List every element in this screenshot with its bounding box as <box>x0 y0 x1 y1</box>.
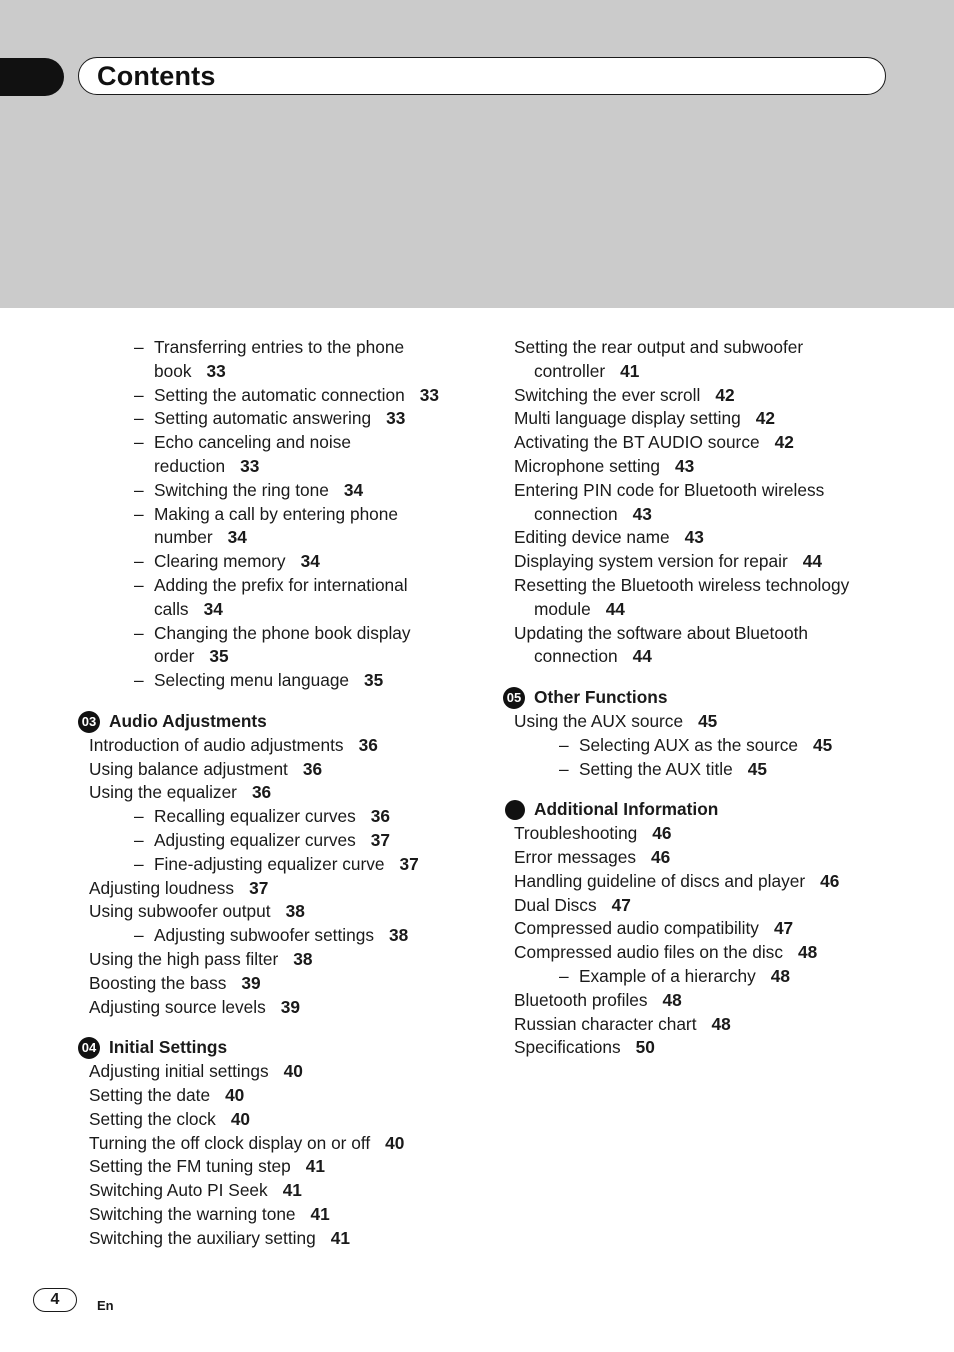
entry-text: Using the high pass filter <box>89 948 279 969</box>
toc-entry[interactable] <box>503 1013 923 1037</box>
page-ref: 42 <box>774 432 794 453</box>
page-ref: 35 <box>364 670 384 691</box>
page-ref: 50 <box>635 1037 655 1058</box>
entry-text: Activating the BT AUDIO source <box>514 432 760 453</box>
toc-subentry[interactable] <box>78 431 478 479</box>
section-heading <box>503 798 923 822</box>
section-title: Initial Settings <box>109 1037 228 1058</box>
entry-text: Adjusting equalizer curves <box>154 829 356 850</box>
dash-bullet: – <box>559 965 569 986</box>
entry-text: Setting the automatic connection <box>154 384 405 405</box>
page-number: 4 <box>50 1291 60 1308</box>
entry-text: Using balance adjustment <box>89 758 288 779</box>
toc-entry[interactable] <box>503 1036 923 1060</box>
toc-entry[interactable] <box>503 336 923 384</box>
page-ref: 48 <box>711 1013 731 1034</box>
toc-entry[interactable] <box>503 917 923 941</box>
entry-text: Selecting menu language <box>154 670 350 691</box>
chapter-number-badge: 03 <box>78 711 100 733</box>
page-ref: 41 <box>620 360 640 381</box>
dash-bullet: – <box>134 670 144 691</box>
toc-left-column <box>78 336 478 1250</box>
dash-bullet: – <box>134 806 144 827</box>
toc-subentry[interactable] <box>78 829 478 853</box>
toc-subentry[interactable] <box>78 574 478 622</box>
page-ref: 43 <box>684 527 704 548</box>
page-ref: 35 <box>209 646 229 667</box>
dash-bullet: – <box>134 574 144 595</box>
page-ref: 41 <box>310 1203 330 1224</box>
page-ref: 47 <box>611 894 631 915</box>
entry-text: controller <box>534 360 606 381</box>
toc-subentry[interactable] <box>78 669 478 693</box>
entry-text: Switching the ever scroll <box>514 384 701 405</box>
entry-text: Setting automatic answering <box>154 408 372 429</box>
entry-text: Adjusting source levels <box>89 996 266 1017</box>
entry-text: Compressed audio files on the disc <box>514 942 783 963</box>
toc-entry[interactable] <box>503 384 923 408</box>
header-band <box>0 0 954 308</box>
page-ref: 36 <box>251 782 272 803</box>
toc-entry[interactable] <box>503 455 923 479</box>
dash-bullet: – <box>134 432 144 453</box>
entry-text: Updating the software about Bluetooth <box>514 622 808 643</box>
entry-text: Recalling equalizer curves <box>154 806 356 827</box>
entry-text: calls <box>154 598 189 619</box>
entry-text: Microphone setting <box>514 455 661 476</box>
entry-text: book <box>154 360 192 381</box>
chapter-number-badge <box>505 800 525 820</box>
entry-text: Using subwoofer output <box>89 901 271 922</box>
entry-text: Boosting the bass <box>89 972 227 993</box>
entry-text: Making a call by entering phone <box>154 503 399 524</box>
entry-text: Clearing memory <box>154 551 286 572</box>
page-ref: 42 <box>715 384 735 405</box>
entry-text: Using the AUX source <box>514 710 684 731</box>
entry-text: module <box>534 598 591 619</box>
page-ref: 46 <box>652 823 672 844</box>
section-heading <box>78 710 478 734</box>
entry-text: Setting the AUX title <box>579 758 733 779</box>
entry-text: Error messages <box>514 846 636 867</box>
dash-bullet: – <box>134 384 144 405</box>
entry-text: Switching Auto PI Seek <box>89 1180 268 1201</box>
page-ref: 44 <box>632 646 652 667</box>
toc-subentry[interactable] <box>78 503 478 551</box>
dash-bullet: – <box>134 503 144 524</box>
page-number-badge <box>33 1288 77 1312</box>
toc-entry[interactable] <box>78 734 478 758</box>
chapter-number-badge: 05 <box>503 687 525 709</box>
page-ref: 36 <box>302 758 323 779</box>
page-ref: 37 <box>370 829 390 850</box>
page-ref: 36 <box>358 734 378 755</box>
page-ref: 44 <box>605 598 625 619</box>
entry-text: Troubleshooting <box>514 823 638 844</box>
entry-text: number <box>154 527 213 548</box>
page-ref: 42 <box>755 408 775 429</box>
toc-entry[interactable] <box>503 479 923 527</box>
entry-text: Adding the prefix for international <box>154 574 408 595</box>
toc-entry[interactable] <box>503 822 923 846</box>
entry-text: Setting the rear output and subwoofer <box>514 337 804 357</box>
page-ref: 33 <box>240 455 260 476</box>
toc-entry[interactable] <box>78 781 478 805</box>
toc-subentry[interactable] <box>503 758 923 782</box>
entry-text: Setting the FM tuning step <box>89 1156 291 1177</box>
page-ref: 40 <box>225 1084 245 1105</box>
entry-text: Switching the warning tone <box>89 1203 296 1224</box>
toc-entry[interactable] <box>78 972 478 996</box>
page-ref: 48 <box>797 942 818 963</box>
page-title: Contents <box>97 61 216 91</box>
page-ref: 37 <box>249 877 269 898</box>
toc-entry[interactable] <box>78 900 478 924</box>
entry-text: Example of a hierarchy <box>579 965 756 986</box>
toc-entry[interactable] <box>78 1132 478 1156</box>
entry-text: connection <box>534 503 618 524</box>
entry-text: Dual Discs <box>514 894 597 915</box>
page-ref: 38 <box>293 948 313 969</box>
page-ref: 40 <box>283 1061 303 1082</box>
dash-bullet: – <box>134 479 144 500</box>
toc-entry[interactable] <box>503 550 923 574</box>
toc-entry[interactable] <box>503 710 923 734</box>
entry-text: Multi language display setting <box>514 408 741 429</box>
entry-text: Compressed audio compatibility <box>514 918 759 939</box>
toc-entry[interactable] <box>78 1084 478 1108</box>
entry-text: Setting the clock <box>89 1108 216 1129</box>
toc-entry[interactable] <box>78 948 478 972</box>
toc-subentry[interactable] <box>78 924 478 948</box>
page-ref: 47 <box>773 918 794 939</box>
toc-entry[interactable] <box>503 526 923 550</box>
dash-bullet: – <box>134 408 144 429</box>
page-ref: 37 <box>399 853 419 874</box>
entry-text: Switching the auxiliary setting <box>89 1227 316 1248</box>
page-ref: 34 <box>300 551 320 572</box>
toc-entry[interactable] <box>503 894 923 918</box>
entry-text: Echo canceling and noise <box>154 432 351 453</box>
page-ref: 40 <box>385 1132 405 1153</box>
toc-entry[interactable] <box>78 996 478 1020</box>
dash-bullet: – <box>134 551 144 572</box>
entry-text: reduction <box>154 455 226 476</box>
dash-bullet: – <box>134 622 144 643</box>
page-ref: 36 <box>370 806 390 827</box>
page-ref: 40 <box>230 1108 251 1129</box>
entry-text: connection <box>534 646 618 667</box>
toc-subentry[interactable] <box>503 965 923 989</box>
toc-entry[interactable] <box>503 989 923 1013</box>
toc-entry[interactable] <box>503 431 923 455</box>
page-ref: 46 <box>650 846 671 867</box>
entry-text: Adjusting loudness <box>89 877 235 898</box>
page-ref: 34 <box>343 479 364 500</box>
page-ref: 41 <box>282 1180 302 1201</box>
entry-text: Selecting AUX as the source <box>579 734 799 755</box>
toc-subentry[interactable] <box>78 622 478 670</box>
toc-entry[interactable] <box>78 758 478 782</box>
toc-entry[interactable] <box>503 574 923 622</box>
page-ref: 43 <box>632 503 652 524</box>
chapter-number-badge: 04 <box>78 1037 100 1059</box>
section-heading <box>503 686 923 710</box>
toc-entry[interactable] <box>78 1108 478 1132</box>
page-ref: 33 <box>419 384 439 405</box>
toc-subentry[interactable] <box>78 407 478 431</box>
toc-subentry[interactable] <box>78 336 478 384</box>
entry-text: Transferring entries to the phone <box>154 337 405 357</box>
entry-text: Bluetooth profiles <box>514 989 648 1010</box>
entry-text: Resetting the Bluetooth wireless technology <box>514 574 850 595</box>
dash-bullet: – <box>559 758 569 779</box>
page-ref: 39 <box>241 972 261 993</box>
page-ref: 45 <box>698 710 718 731</box>
dash-bullet: – <box>134 337 144 357</box>
page-ref: 41 <box>330 1227 350 1248</box>
entry-text: Using the equalizer <box>89 782 237 803</box>
language-code: En <box>97 1298 114 1313</box>
entry-text: Changing the phone book display <box>154 622 411 643</box>
page-ref: 48 <box>662 989 682 1010</box>
toc-entry[interactable] <box>78 1203 478 1227</box>
entry-text: Handling guideline of discs and player <box>514 870 806 891</box>
page-ref: 48 <box>770 965 790 986</box>
dash-bullet: – <box>134 829 144 850</box>
toc-entry[interactable] <box>78 1155 478 1179</box>
entry-text: Specifications <box>514 1037 621 1058</box>
toc-subentry[interactable] <box>78 384 478 408</box>
section-tab-marker <box>0 58 64 96</box>
dash-bullet: – <box>559 734 569 755</box>
entry-text: Entering PIN code for Bluetooth wireless <box>514 479 825 500</box>
toc-entry[interactable] <box>503 846 923 870</box>
entry-text: Turning the off clock display on or off <box>89 1132 371 1153</box>
toc-entry[interactable] <box>503 941 923 965</box>
entry-text: Adjusting initial settings <box>89 1061 269 1082</box>
page-ref: 33 <box>386 408 406 429</box>
page-ref: 46 <box>820 870 840 891</box>
toc-subentry[interactable] <box>503 734 923 758</box>
section-heading <box>78 1036 478 1060</box>
toc-entry[interactable] <box>503 622 923 670</box>
page-ref: 34 <box>203 598 223 619</box>
toc-right-column <box>503 336 923 1060</box>
toc-entry[interactable] <box>503 407 923 431</box>
entry-text: Fine-adjusting equalizer curve <box>154 853 385 874</box>
entry-text: order <box>154 646 195 667</box>
page-ref: 43 <box>675 455 695 476</box>
toc-entry[interactable] <box>78 877 478 901</box>
toc-entry[interactable] <box>78 1227 478 1251</box>
entry-text: Adjusting subwoofer settings <box>154 925 374 946</box>
section-title: Audio Adjustments <box>109 710 267 731</box>
page-ref: 44 <box>802 551 822 572</box>
page-ref: 38 <box>388 925 409 946</box>
entry-text: Russian character chart <box>514 1013 697 1034</box>
toc-entry[interactable] <box>78 1060 478 1084</box>
toc-subentry[interactable] <box>78 479 478 503</box>
page-ref: 45 <box>813 734 833 755</box>
toc-entry[interactable] <box>503 870 923 894</box>
page-ref: 34 <box>227 527 247 548</box>
toc-subentry[interactable] <box>78 805 478 829</box>
page-ref: 38 <box>285 901 305 922</box>
toc-subentry[interactable] <box>78 550 478 574</box>
toc-entry[interactable] <box>78 1179 478 1203</box>
title-frame <box>78 57 886 95</box>
page-ref: 41 <box>305 1156 325 1177</box>
entry-text: Switching the ring tone <box>154 479 329 500</box>
entry-text: Setting the date <box>89 1084 211 1105</box>
page-ref: 45 <box>747 758 767 779</box>
page-ref: 39 <box>280 996 300 1017</box>
dash-bullet: – <box>134 925 144 946</box>
entry-text: Editing device name <box>514 527 670 548</box>
section-title: Additional Information <box>534 799 719 820</box>
toc-subentry[interactable] <box>78 853 478 877</box>
page-ref: 33 <box>206 360 226 381</box>
section-title: Other Functions <box>534 687 668 708</box>
dash-bullet: – <box>134 853 144 874</box>
entry-text: Introduction of audio adjustments <box>89 734 344 755</box>
entry-text: Displaying system version for repair <box>514 551 788 572</box>
